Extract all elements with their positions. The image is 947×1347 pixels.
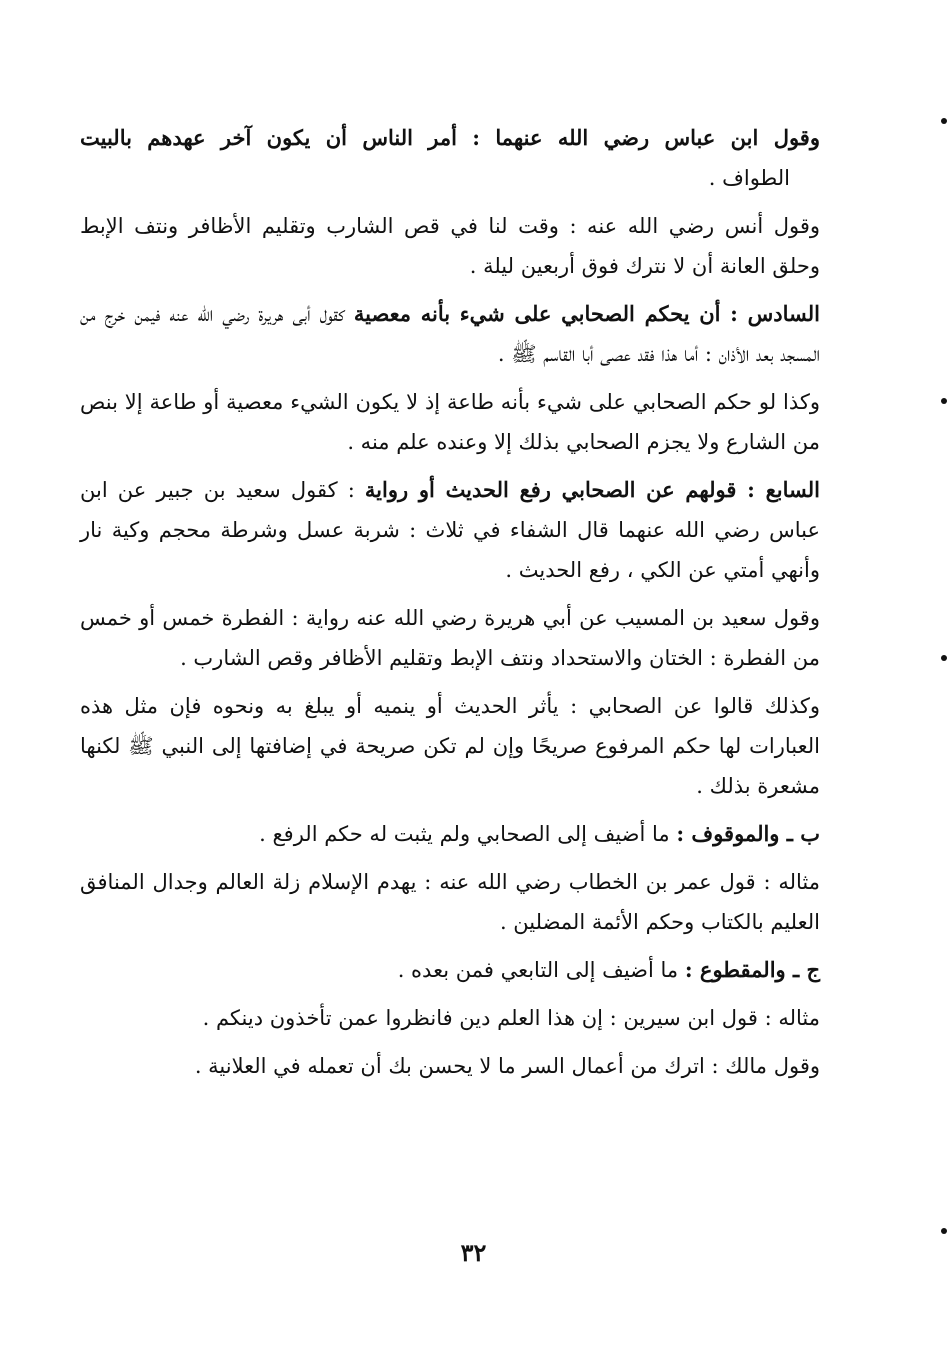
paragraph-text: ما أضيف إلى التابعي فمن بعده . — [397, 958, 679, 982]
paragraph-lead: ج ـ والمقطوع : — [684, 957, 820, 982]
paragraph-text: وقول أنس رضي الله عنه : وقت لنا في قص الشارب وتقليم الأظافر ونتف الإبط وحلق العانة أن لا نترك فوق أربعين ليلة . — [80, 214, 820, 278]
scan-mark — [941, 118, 947, 124]
paragraph-text: مثاله : قول عمر بن الخطاب رضي الله عنه : يهدم الإسلام زلة العالم وجدال المنافق العليم بالكتاب وحكم الأئمة المضلين . — [80, 870, 820, 934]
scan-mark — [941, 1228, 947, 1234]
paragraph-text: وقول سعيد بن المسيب عن أبي هريرة رضي الله عنه رواية : الفطرة خمس أو خمس من الفطرة : الختان والاستحداد ونتف الإبط وتقليم الأظافر وقص الشارب . — [80, 606, 820, 670]
page-body — [80, 118, 820, 1094]
paragraph-lead: وقول ابن عباس رضي الله عنهما : أمر الناس أن يكون آخر عهدهم بالبيت — [80, 125, 820, 150]
paragraph-2 — [80, 206, 820, 286]
paragraph-3 — [80, 294, 820, 374]
paragraph-lead: ب ـ والموقوف : — [676, 821, 820, 846]
paragraph-text: الطواف . — [708, 166, 790, 190]
paragraph-7 — [80, 686, 820, 806]
paragraph-text: وقول مالك : اترك من أعمال السر ما لا يحسن بك أن تعمله في العلانية . — [194, 1054, 820, 1078]
paragraph-lead: السادس : أن يحكم الصحابي على شيء بأنه معصية — [353, 301, 820, 326]
paragraph-text: كقول أبى هريرة رضي الله عنه فيمن خرج من المسجد بعد الأذان : أما هذا فقد عصى أبا القاسم ﷺ . — [80, 302, 820, 366]
paragraph-5 — [80, 470, 820, 590]
paragraph-text: وكذا لو حكم الصحابي على شيء بأنه طاعة إذ لا يكون الشيء معصية أو طاعة إلا بنص من الشارع ولا يجزم الصحابي بذلك إلا وعنده علم منه . — [80, 390, 820, 454]
paragraph-text: مثاله : قول ابن سيرين : إن هذا العلم دين فانظروا عمن تأخذون دينكم . — [202, 1006, 820, 1030]
paragraph-8 — [80, 814, 820, 854]
paragraph-10 — [80, 950, 820, 990]
paragraph-9 — [80, 862, 820, 942]
paragraph-4 — [80, 382, 820, 462]
paragraph-lead: السابع : قولهم عن الصحابي رفع الحديث أو رواية — [364, 477, 820, 502]
scan-mark — [941, 655, 947, 661]
paragraph-11 — [80, 998, 820, 1038]
scan-mark — [941, 398, 947, 404]
page-number: ٣٢ — [460, 1238, 487, 1267]
paragraph-text: وكذلك قالوا عن الصحابي : يأثر الحديث أو ينميه أو يبلغ به ونحوه فإن مثل هذه العبارات لها حكم المرفوع صريحًا وإن لم تكن صريحة في إضافتها إلى النبي ﷺ لكنها مشعرة بذلك . — [80, 694, 820, 798]
paragraph-text: ما أضيف إلى الصحابي ولم يثبت له حكم الرفع . — [259, 822, 670, 846]
paragraph-6 — [80, 598, 820, 678]
paragraph-text: : كقول سعيد بن جبير عن ابن عباس رضي الله عنهما قال الشفاء في ثلاث : شربة عسل وشرطة محجم وكية نار وأنهي أمتي عن الكي ، رفع الحديث . — [80, 478, 820, 582]
paragraph-12 — [80, 1046, 820, 1086]
paragraph-1 — [80, 118, 820, 198]
